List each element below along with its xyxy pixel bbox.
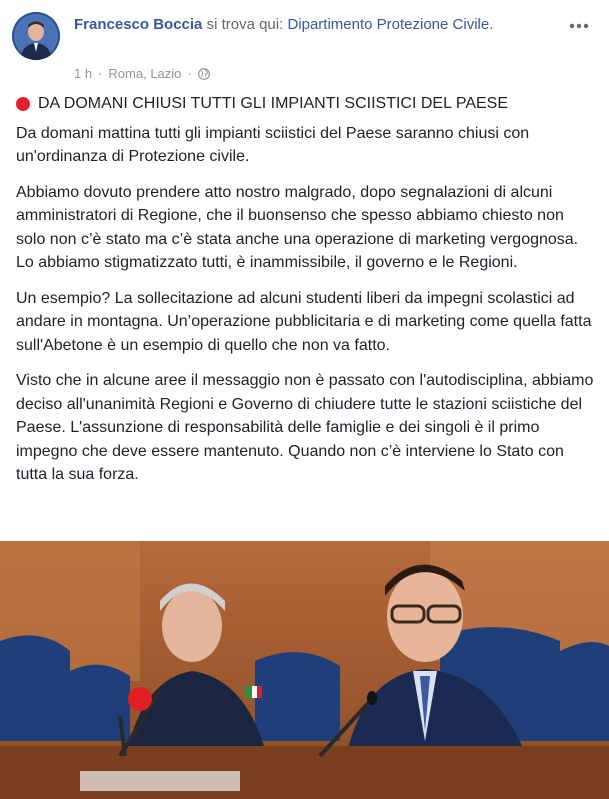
red-circle-icon: [16, 97, 30, 111]
post-header: [12, 12, 597, 82]
separator-dot: ·: [187, 66, 192, 81]
location-link[interactable]: Dipartimento Protezione Civile.: [287, 16, 494, 33]
post-title-text: DA DOMANI CHIUSI TUTTI GLI IMPIANTI SCIISTICI DEL PAESE: [38, 95, 508, 112]
checkin-text: si trova qui:: [206, 16, 284, 33]
post-place[interactable]: Roma, Lazio: [108, 66, 182, 81]
post-title: [16, 92, 596, 116]
post-paragraph-2: Abbiamo dovuto prendere atto nostro malgrado, dopo segnalazioni di alcuni amministratori di Regione, che il buonsenso che spesso abbiamo chiesto non solo non c’è stato ma c’è stata anche una operazione di marketing vergognosa. Lo abbiamo stigmatizzato tutti, è inammissibile, il governo e le Regioni.: [16, 183, 579, 271]
post-body: [16, 92, 596, 499]
more-options-icon: [569, 23, 589, 29]
avatar[interactable]: [12, 12, 60, 60]
post-meta: [74, 66, 210, 81]
post-paragraph-3: Un esempio? La sollecitazione ad alcuni studenti liberi da impegni scolastici ad andare in montagna. Un’operazione pubblicitaria e di marketing come quella fatta sull'Abetone è un esempio di quello che non va fatto.: [16, 289, 592, 354]
globe-icon[interactable]: [198, 68, 210, 80]
post-paragraph-4: Visto che in alcune aree il messaggio non è passato con l'autodisciplina, abbiamo deciso all'unanimità Regioni e Governo di chiudere tutte le stazioni sciistiche del Paese. L'assunzione di responsabilità delle famiglie e dei singoli è il primo impegno che deve essere mantenuto. Quando non c’è interviene lo Stato con tutta la sua forza.: [16, 372, 594, 483]
header-text: [74, 14, 544, 35]
separator-dot: ·: [98, 66, 103, 81]
author-name[interactable]: Francesco Boccia: [74, 16, 203, 33]
post-timestamp[interactable]: 1 h: [74, 66, 93, 81]
post-paragraph-1: Da domani mattina tutti gli impianti sciistici del Paese saranno chiusi con un'ordinanza di Protezione civile.: [16, 124, 530, 165]
post-photo[interactable]: [0, 541, 609, 799]
more-options-button[interactable]: [567, 14, 591, 38]
